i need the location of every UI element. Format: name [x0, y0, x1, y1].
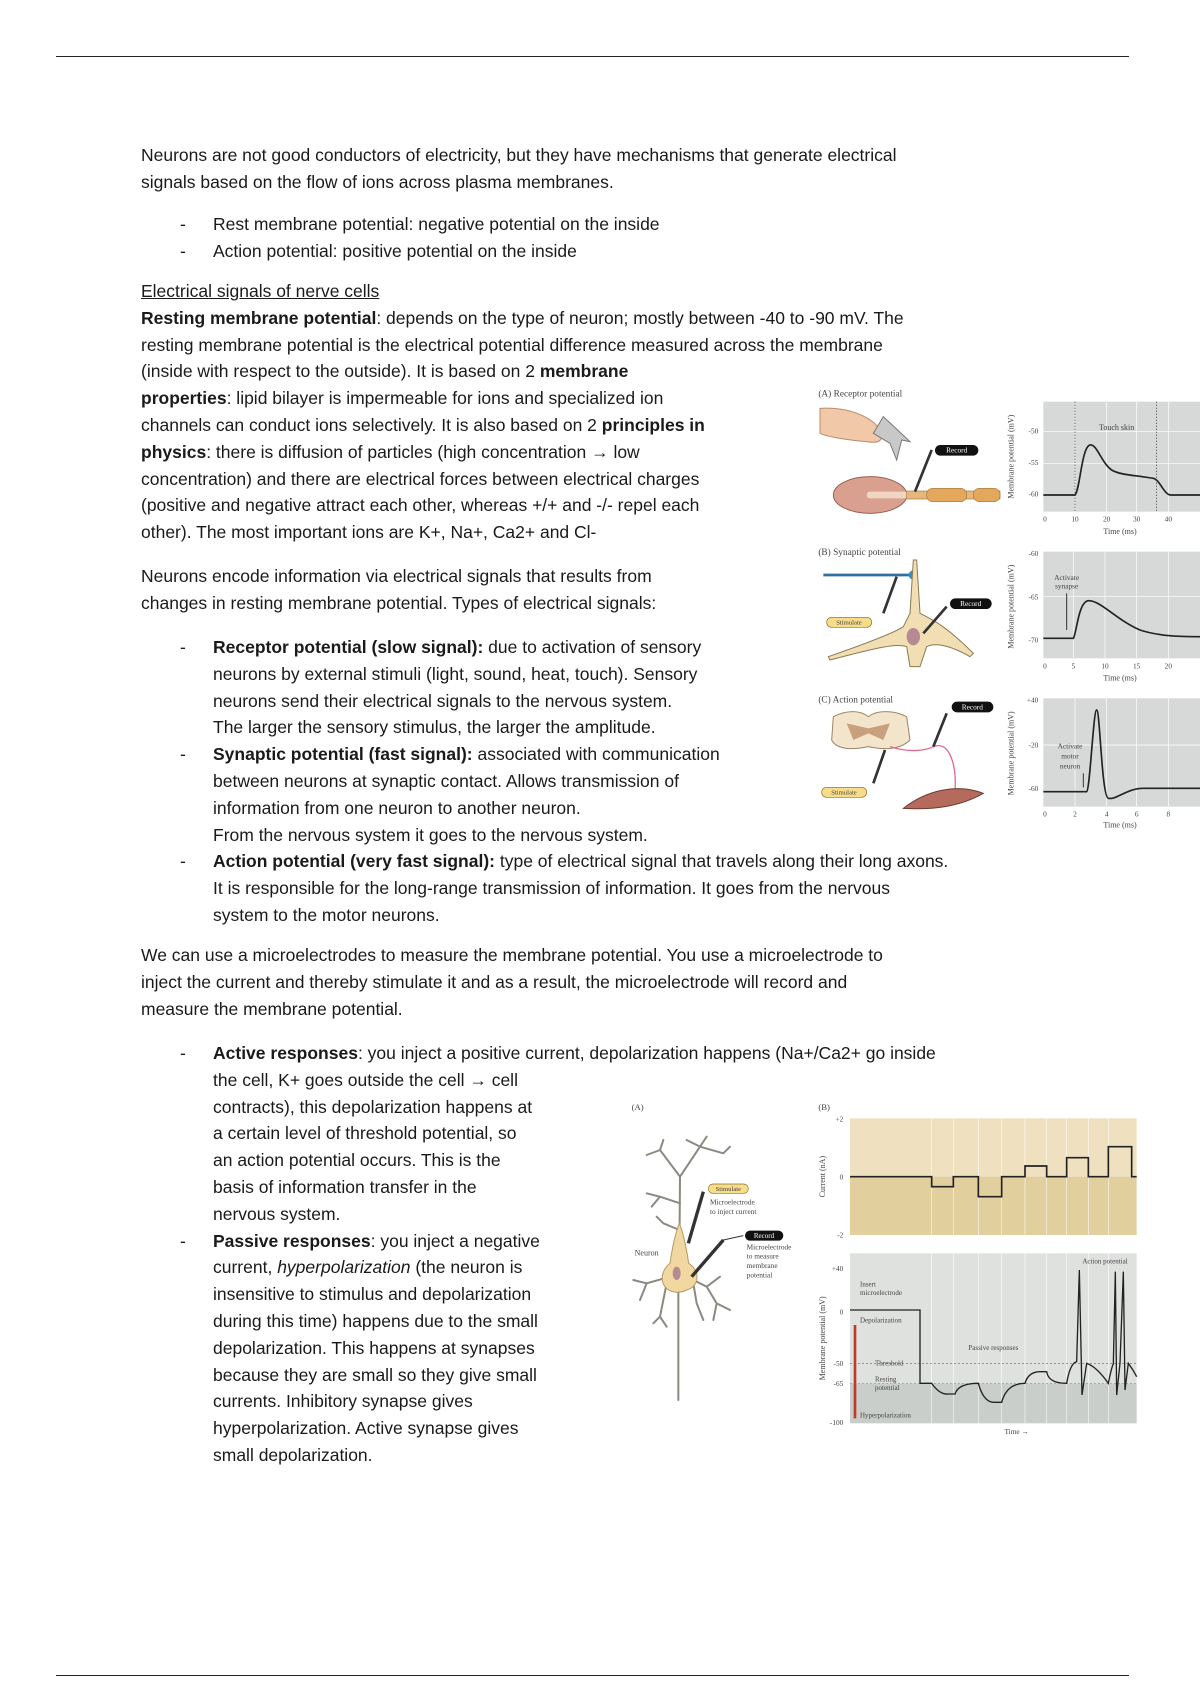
text-segment: : you inject a negative	[370, 1230, 540, 1251]
text-segment: The larger the sensory stimulus, the larger the amplitude.	[213, 717, 656, 738]
record-label: Record	[753, 1232, 775, 1240]
bold-term: principles in	[601, 414, 705, 435]
text-segment: the cell, K+ goes outside the cell → cell	[213, 1069, 518, 1090]
text-segment: measure the membrane potential.	[141, 998, 403, 1019]
text-line	[141, 996, 883, 1023]
bold-term: Resting membrane potential	[141, 307, 377, 328]
text-segment: (the neuron is	[410, 1257, 523, 1278]
ytick: -65	[1028, 592, 1039, 602]
bullet-dash: -	[180, 851, 186, 872]
y-axis-label: Membrane potential (mV)	[1006, 564, 1016, 649]
header-rule	[56, 56, 1129, 57]
xtick: 10	[1101, 661, 1109, 671]
text-segment: due to activation of sensory	[483, 637, 702, 657]
figure-microelectrode-recording	[620, 1090, 1200, 1440]
y-axis-label: Membrane potential (mV)	[1006, 711, 1016, 796]
xtick: 6	[1134, 809, 1139, 819]
hyperpolarization-label: Hyperpolarization	[860, 1411, 911, 1420]
text-block	[141, 142, 897, 196]
text-segment: Neurons encode information via electrical signals that results from	[141, 566, 652, 586]
x-axis-label: Time (ms)	[1103, 673, 1137, 683]
text-segment: Neurons are not good conductors of electricity, but they have mechanisms that generate electrical	[141, 145, 897, 165]
text-segment: because they are small so they give small	[213, 1364, 537, 1385]
text-segment: current,	[213, 1257, 278, 1278]
annotation: motor	[1061, 751, 1079, 761]
ytick: -65	[833, 1379, 844, 1388]
text-block	[141, 211, 660, 265]
text-segment: hyperpolarization	[277, 1257, 411, 1278]
text-line	[141, 466, 904, 493]
text-segment: : lipid bilayer is impermeable for ions and specialized ion	[226, 388, 664, 409]
text-segment: small depolarization.	[213, 1444, 373, 1465]
xtick: 0	[1043, 514, 1047, 524]
text-segment: neurons send their electrical signals to the nervous system.	[213, 690, 673, 711]
stimulate-label: Stimulate	[715, 1186, 742, 1193]
panel-synaptic-potential	[818, 547, 1200, 683]
xtick: 4	[1104, 809, 1109, 819]
panel-current-and-potential	[818, 1102, 1137, 1436]
text-segment: between neurons at synaptic contact. Allows transmission of	[213, 770, 679, 791]
bullet-dash: -	[180, 744, 186, 765]
text-segment: insensitive to stimulus and depolarization	[213, 1284, 532, 1305]
xtick: 20	[1103, 514, 1111, 524]
ytick: 0	[839, 1172, 844, 1182]
text-line	[141, 358, 904, 385]
text-line	[141, 848, 948, 875]
ytick: -60	[1028, 784, 1039, 793]
text-segment: nervous system.	[213, 1203, 341, 1224]
x-axis-label: Time (ms)	[1103, 527, 1137, 536]
finger-illustration	[820, 408, 882, 442]
section-heading: Electrical signals of nerve cells	[141, 281, 380, 301]
bullet-dash: -	[180, 240, 186, 261]
resting-label: Resting	[875, 1375, 897, 1384]
stimulate-label: Stimulate	[831, 789, 857, 797]
bullet-dash: -	[180, 1230, 186, 1251]
text-segment: Action potential: positive potential on the inside	[213, 240, 577, 261]
ytick: -20	[1028, 740, 1039, 750]
text-segment: a certain level of threshold potential, so	[213, 1123, 517, 1144]
panel-neuron-setup	[632, 1102, 792, 1400]
xtick: 40	[1164, 514, 1172, 524]
threshold-label: Threshold	[875, 1359, 904, 1368]
ytick: +40	[831, 1264, 844, 1273]
text-line	[141, 519, 904, 546]
muscle-illustration	[903, 789, 983, 809]
annotation: Activate	[1054, 573, 1080, 582]
text-line	[141, 563, 656, 590]
record-label: Record	[961, 702, 983, 712]
panel-c-title: (C) Action potential	[818, 695, 893, 706]
text-line	[141, 1442, 936, 1469]
record-description: to measure	[746, 1251, 779, 1261]
text-line	[141, 492, 904, 519]
text-line	[141, 169, 897, 196]
text-segment: It is responsible for the long-range transmission of information. It goes from the nervous	[213, 878, 890, 899]
stimulate-description: Microelectrode	[710, 1197, 755, 1207]
text-segment: signals based on the flow of ions across plasma membranes.	[141, 171, 614, 192]
text-segment: : depends on the type of neuron; mostly between -40 to -90 mV. The	[376, 307, 904, 328]
text-segment: resting membrane potential is the electrical potential difference measured across the membrane	[141, 334, 883, 355]
xtick: 0	[1043, 661, 1047, 671]
text-line	[141, 305, 904, 332]
bullet-dash: -	[180, 1043, 186, 1063]
text-segment: channels can conduct ions selectively. It is also based on 2	[141, 414, 602, 435]
text-line	[141, 942, 883, 969]
panel-receptor-potential	[818, 389, 1200, 536]
xtick: 0	[1043, 809, 1047, 819]
text-segment: associated with communication	[472, 744, 720, 765]
text-segment: information from one neuron to another neuron.	[213, 797, 581, 818]
neuron-label: Neuron	[634, 1248, 659, 1258]
text-line	[141, 385, 904, 412]
ytick: 0	[839, 1307, 844, 1317]
text-segment: other). The most important ions are K+, Na+, Ca2+ and Cl-	[141, 522, 597, 543]
text-line	[141, 412, 904, 439]
text-segment: : there is diffusion of particles (high concentration → low	[206, 441, 640, 462]
panel-a-title: (A) Receptor potential	[818, 389, 903, 400]
text-segment: Rest membrane potential: negative potential on the inside	[213, 214, 660, 234]
bullet-dash: -	[180, 214, 186, 234]
insert-annotation: microelectrode	[860, 1289, 902, 1297]
text-line	[141, 590, 656, 617]
record-label: Record	[960, 599, 982, 608]
depolarization-label: Depolarization	[860, 1316, 902, 1325]
text-segment: (inside with respect to the outside). It is based on 2	[141, 361, 540, 382]
xtick: 5	[1071, 661, 1076, 671]
bold-term: Receptor potential (slow signal):	[213, 637, 484, 657]
xtick: 15	[1133, 661, 1141, 671]
action-potential-label: Action potential	[1082, 1257, 1128, 1266]
text-segment: concentration) and there are electrical forces between electrical charges	[141, 468, 700, 489]
bold-term: Synaptic potential (fast signal):	[213, 744, 473, 765]
figure-electrical-signal-types	[800, 380, 1200, 840]
text-line	[141, 142, 897, 169]
resting-label: potential	[875, 1384, 900, 1392]
xtick: 20	[1164, 661, 1172, 671]
text-segment: during this time) happens due to the small	[213, 1310, 538, 1331]
xtick: 30	[1133, 514, 1141, 524]
text-segment: contracts), this depolarization happens at	[213, 1096, 533, 1117]
bold-term: properties	[141, 388, 227, 409]
current-plot	[850, 1118, 1137, 1176]
y-axis-label: Membrane potential (mV)	[1006, 414, 1016, 499]
text-block	[141, 563, 656, 617]
ytick: -55	[1028, 458, 1039, 467]
ytick: -50	[833, 1359, 844, 1368]
text-segment: changes in resting membrane potential. Types of electrical signals:	[141, 592, 657, 613]
bold-term: Active responses	[213, 1043, 358, 1063]
stimulate-description: to inject current	[710, 1207, 757, 1216]
insert-annotation: Insert	[860, 1280, 876, 1289]
text-segment: system to the motor neurons.	[213, 904, 440, 925]
ytick: +40	[1026, 695, 1039, 705]
text-block	[141, 942, 883, 1022]
bold-term: Action potential (very fast signal):	[213, 851, 495, 872]
y-axis-label: Membrane potential (mV)	[818, 1296, 827, 1381]
panel-b-title: (B)	[818, 1102, 830, 1112]
x-axis-label: Time (ms)	[1103, 820, 1137, 830]
record-description: potential	[746, 1270, 773, 1280]
text-segment: From the nervous system it goes to the nervous system.	[213, 824, 648, 845]
annotation: synapse	[1055, 581, 1079, 591]
bold-term: Passive responses	[213, 1230, 371, 1251]
record-description: membrane	[746, 1261, 778, 1270]
text-segment: basis of information transfer in the	[213, 1176, 477, 1197]
ytick: +2	[835, 1114, 844, 1124]
panel-a-title: (A)	[631, 1102, 644, 1112]
ytick: -2	[837, 1230, 844, 1240]
xtick: 10	[1071, 514, 1079, 524]
record-description: Microelectrode	[746, 1242, 792, 1252]
text-line	[141, 238, 660, 265]
text-line	[141, 439, 904, 466]
text-segment: currents. Inhibitory synapse gives	[213, 1391, 473, 1412]
text-line	[141, 1040, 936, 1067]
text-segment: We can use a microelectrodes to measure the membrane potential. You use a microelectrode to	[141, 945, 883, 965]
ytick: -60	[1028, 489, 1039, 499]
panel-action-potential	[818, 695, 1200, 830]
text-segment: type of electrical signal that travels along their long axons.	[494, 851, 949, 872]
ytick: -100	[829, 1418, 844, 1427]
xtick: 2	[1073, 809, 1077, 819]
footer-rule	[56, 1675, 1129, 1676]
text-line	[141, 875, 948, 902]
touch-skin-annotation: Touch skin	[1099, 423, 1135, 432]
annotation: Activate	[1057, 741, 1083, 751]
xtick: 8	[1166, 809, 1171, 819]
ytick: -50	[1028, 426, 1039, 436]
annotation: neuron	[1059, 761, 1081, 771]
motor-axon	[890, 746, 955, 790]
y-axis-label: Current (nA)	[818, 1155, 827, 1198]
passive-responses-label: Passive responses	[968, 1344, 1019, 1352]
panel-b-title: (B) Synaptic potential	[818, 548, 901, 558]
text-line	[141, 332, 904, 359]
bullet-dash: -	[180, 637, 186, 657]
text-segment: depolarization. This happens at synapses	[213, 1337, 535, 1358]
text-line	[141, 211, 660, 238]
ytick: -70	[1028, 635, 1039, 645]
bold-term: physics	[141, 441, 207, 462]
text-segment: inject the current and thereby stimulate it and as a result, the microelectrode will record and	[141, 971, 848, 992]
record-label: Record	[946, 445, 968, 455]
x-axis-label: Time →	[1004, 1427, 1029, 1436]
text-segment: : you inject a positive current, depolarization happens (Na+/Ca2+ go inside	[357, 1043, 936, 1063]
text-line	[141, 969, 883, 996]
text-line	[141, 278, 904, 305]
text-segment: an action potential occurs. This is the	[213, 1150, 501, 1171]
text-segment: hyperpolarization. Active synapse gives	[213, 1418, 519, 1439]
text-line	[141, 902, 948, 929]
bold-term: membrane	[539, 361, 629, 382]
text-block	[141, 278, 904, 546]
ytick: -60	[1028, 549, 1039, 558]
text-segment: neurons by external stimuli (light, sound, heat, touch). Sensory	[213, 663, 698, 684]
stimulate-label: Stimulate	[836, 619, 862, 627]
text-segment: (positive and negative attract each other, whereas +/+ and -/- repel each	[141, 495, 700, 516]
